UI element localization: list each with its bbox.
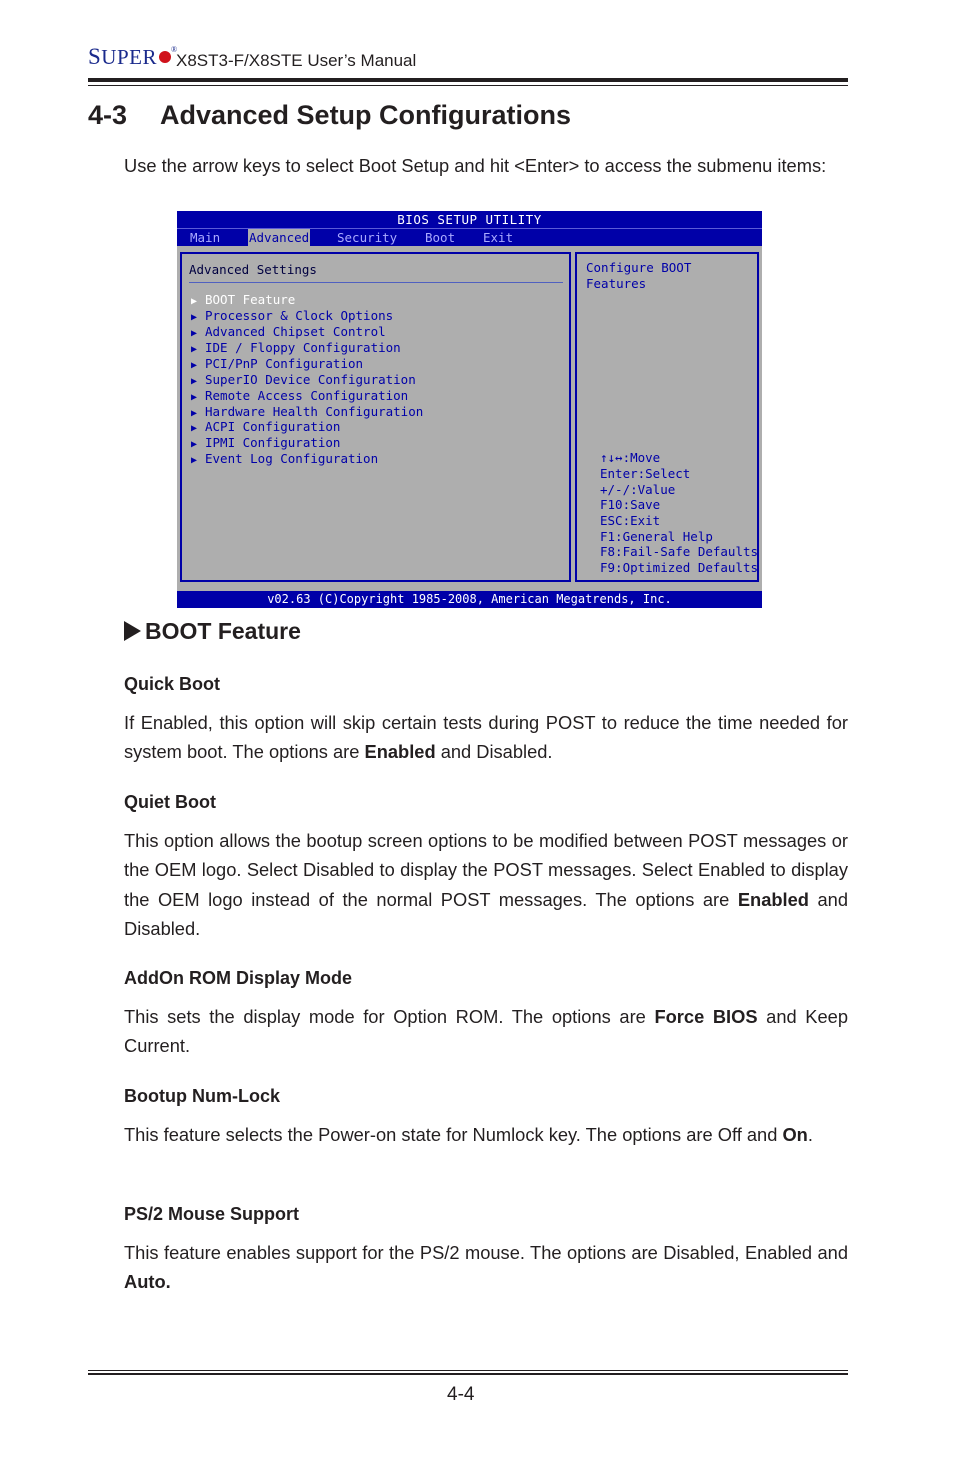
default-option: Enabled bbox=[364, 741, 436, 763]
bios-key-select: Enter:Select bbox=[600, 466, 691, 481]
option-desc-quick-boot bbox=[124, 708, 848, 767]
logo-registered-mark: ® bbox=[170, 45, 178, 54]
bios-key-value: +/-/:Value bbox=[600, 482, 676, 497]
submenu-arrow-icon: ▶ bbox=[191, 360, 198, 371]
desc-text: This feature selects the Power-on state for Numlock key. The options are Off and bbox=[124, 1124, 783, 1145]
desc-text: This feature enables support for the PS/2 mouse. The options are Disabled, Enabled and bbox=[124, 1242, 848, 1263]
bios-menu-bar bbox=[177, 228, 762, 246]
bios-key-move: ↑↓↔:Move bbox=[600, 450, 661, 465]
logo-initial: S bbox=[88, 44, 102, 69]
bios-key-fail-safe: F8:Fail-Safe Defaults bbox=[600, 544, 759, 559]
default-option: On bbox=[782, 1124, 808, 1145]
bios-tab-advanced[interactable]: Advanced bbox=[249, 230, 310, 245]
option-heading-addon-rom: AddOn ROM Display Mode bbox=[124, 968, 353, 988]
desc-text-end: and Disabled. bbox=[124, 888, 848, 939]
footer-divider bbox=[88, 1373, 848, 1375]
submenu-arrow-icon: ▶ bbox=[191, 296, 198, 307]
bios-item-remote-access[interactable] bbox=[191, 388, 408, 403]
bios-item-label: Advanced Chipset Control bbox=[205, 324, 386, 339]
bios-item-ipmi[interactable] bbox=[191, 435, 340, 450]
option-heading-quiet-boot: Quiet Boot bbox=[124, 792, 216, 812]
bios-item-processor-clock[interactable] bbox=[191, 308, 393, 323]
submenu-arrow-icon: ▶ bbox=[191, 439, 198, 450]
footer-divider-thin bbox=[88, 1370, 848, 1371]
option-heading-quick-boot: Quick Boot bbox=[124, 674, 221, 694]
option-desc-quiet-boot bbox=[124, 826, 848, 943]
bios-tab-main[interactable]: Main bbox=[190, 230, 221, 245]
page-number: 4-4 bbox=[447, 1384, 475, 1405]
submenu-arrow-icon: ▶ bbox=[191, 312, 198, 323]
submenu-arrow-icon: ▶ bbox=[191, 455, 198, 466]
bios-key-general-help: F1:General Help bbox=[600, 529, 713, 544]
bios-item-label: BOOT Feature bbox=[205, 292, 296, 307]
bios-item-pci-pnp[interactable] bbox=[191, 356, 363, 371]
manual-title: X8ST3-F/X8STE User’s Manual bbox=[176, 51, 417, 70]
supermicro-logo bbox=[88, 44, 178, 70]
bios-key-optimized: F9:Optimized Defaults bbox=[600, 560, 759, 575]
bios-item-chipset-control[interactable] bbox=[191, 324, 386, 339]
default-option: Auto. bbox=[124, 1271, 171, 1293]
bios-item-superio[interactable] bbox=[191, 372, 416, 387]
bios-tab-exit[interactable]: Exit bbox=[483, 230, 514, 245]
submenu-arrow-icon: ▶ bbox=[191, 423, 198, 434]
bios-pane-heading: Advanced Settings bbox=[189, 262, 317, 277]
desc-text-end: and Disabled. bbox=[435, 741, 553, 763]
desc-text: If Enabled, this option will skip certain tests during POST to reduce the time needed for system boot. The options are bbox=[124, 712, 848, 763]
bios-heading-divider bbox=[189, 282, 563, 283]
triangle-arrow-icon bbox=[124, 621, 141, 641]
bios-item-label: SuperIO Device Configuration bbox=[205, 372, 416, 387]
submenu-arrow-icon: ▶ bbox=[191, 376, 198, 387]
desc-text: This option allows the bootup screen options to be modified between POST messages or the OEM logo. Select Disabled to display the POST messages. Select Enabled to display the OEM logo instead of the normal POST messages. The options are bbox=[124, 830, 848, 910]
bios-tab-security[interactable]: Security bbox=[337, 230, 398, 245]
option-heading-ps2-mouse: PS/2 Mouse Support bbox=[124, 1204, 300, 1224]
bios-item-hardware-health[interactable] bbox=[191, 404, 423, 419]
bios-item-event-log[interactable] bbox=[191, 451, 378, 466]
option-desc-num-lock bbox=[124, 1120, 848, 1149]
feature-title bbox=[124, 618, 301, 645]
bios-item-label: PCI/PnP Configuration bbox=[205, 356, 364, 371]
bios-item-ide-floppy[interactable] bbox=[191, 340, 401, 355]
default-option: Enabled bbox=[737, 888, 809, 910]
section-title bbox=[88, 100, 571, 131]
bios-item-label: IDE / Floppy Configuration bbox=[205, 340, 401, 355]
bios-item-label: IPMI Configuration bbox=[205, 435, 341, 450]
submenu-arrow-icon: ▶ bbox=[191, 328, 198, 339]
logo-dot-icon bbox=[159, 51, 171, 63]
header-divider bbox=[88, 78, 848, 82]
default-option: Force BIOS bbox=[654, 1006, 758, 1027]
bios-item-acpi[interactable] bbox=[191, 419, 340, 434]
bios-copyright: v02.63 (C)Copyright 1985-2008, American Megatrends, Inc. bbox=[267, 592, 672, 606]
desc-text-end: and Keep Current. bbox=[124, 1006, 849, 1057]
bios-title: BIOS SETUP UTILITY bbox=[397, 212, 542, 227]
submenu-arrow-icon: ▶ bbox=[191, 344, 198, 355]
desc-text: This sets the display mode for Option ROM. The options are bbox=[124, 1006, 655, 1027]
bios-item-label: Hardware Health Configuration bbox=[205, 404, 424, 419]
bios-item-label: Remote Access Configuration bbox=[205, 388, 409, 403]
header-divider-thin bbox=[88, 85, 848, 86]
bios-item-boot-feature[interactable] bbox=[191, 292, 295, 307]
bios-item-label: Event Log Configuration bbox=[205, 451, 379, 466]
bios-help-text: Configure BOOT Features bbox=[586, 260, 692, 291]
option-heading-num-lock: Bootup Num-Lock bbox=[124, 1086, 280, 1106]
section-title-text: Advanced Setup Configurations bbox=[160, 100, 572, 130]
option-desc-addon-rom bbox=[124, 1002, 848, 1061]
bios-screen bbox=[177, 211, 762, 608]
submenu-arrow-icon: ▶ bbox=[191, 392, 198, 403]
logo-rest: UPER bbox=[101, 45, 157, 69]
bios-key-save: F10:Save bbox=[600, 497, 661, 512]
bios-item-label: ACPI Configuration bbox=[205, 419, 341, 434]
bios-tab-boot[interactable]: Boot bbox=[425, 230, 456, 245]
section-number: 4-3 bbox=[88, 100, 128, 130]
bios-key-exit: ESC:Exit bbox=[600, 513, 661, 528]
submenu-arrow-icon: ▶ bbox=[191, 408, 198, 419]
feature-title-text: BOOT Feature bbox=[145, 618, 301, 644]
intro-paragraph: Use the arrow keys to select Boot Setup and hit <Enter> to access the submenu items: bbox=[124, 155, 827, 176]
bios-item-label: Processor & Clock Options bbox=[205, 308, 394, 323]
desc-text-end: . bbox=[807, 1124, 813, 1145]
option-desc-ps2-mouse bbox=[124, 1238, 848, 1297]
